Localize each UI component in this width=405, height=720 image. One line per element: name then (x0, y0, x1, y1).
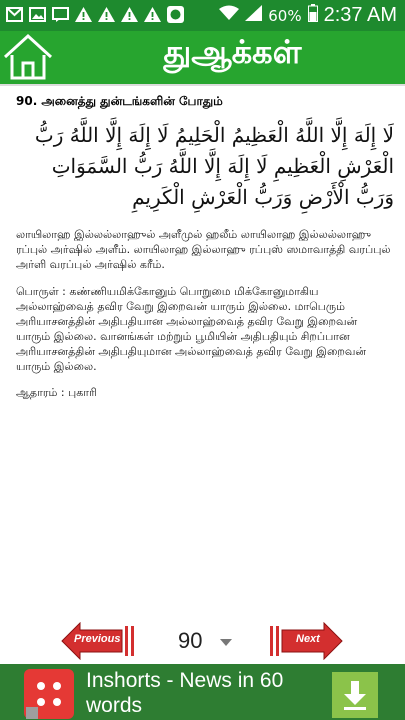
source-text: ஆதாரம் : புகாரி (16, 386, 97, 399)
battery-icon (308, 4, 318, 27)
sms-icon (52, 6, 69, 23)
arabic-text: لَا إِلَهَ إِلَّا اللَّهُ الْعَظِيمُ الْحَلِيمُ لَا إِلَهَ إِلَّا اللَّهُ رَبُّ الْعَرْشِ الْعَظِيمِ لَا إِلَهَ إِلَّا اللَّهُ رَبُّ السَّمَوَاتِ وَرَبُّ الْأَرْضِ وَرَبُّ الْعَرْشِ الْكَرِيمِ (34, 123, 394, 209)
notification-icons (6, 6, 184, 23)
previous-button[interactable] (60, 622, 138, 660)
home-icon (2, 33, 54, 81)
signal-icon (245, 5, 262, 26)
page-selector[interactable] (178, 626, 242, 656)
ad-download-button[interactable] (332, 672, 378, 718)
ad-text: Inshorts - News in 60 words (86, 669, 284, 717)
previous-label: Previous (74, 633, 121, 645)
page-number: 90 (178, 628, 203, 653)
ad-banner[interactable] (0, 664, 405, 720)
app-icon (167, 6, 184, 23)
mail-icon (6, 6, 23, 23)
system-status (219, 4, 397, 27)
home-button[interactable] (2, 33, 54, 81)
page-title: துஆக்கள் (163, 33, 302, 71)
next-label: Next (296, 633, 320, 645)
warning-icon (98, 6, 115, 23)
transliteration-text: லாயிலாஹ இல்லல்லாஹுல் அளீமுல் ஹலீம் லாயிலாஹ இல்லல்லாஹு ரப்புல் அர்ஷில் அளீம். லாயிலாஹ இல்லாஹு ரப்புஸ் ஸமாவாத்தி வரப்புல் அர்ளி வரப்புல் அர்ஷில் கரீம். (16, 228, 391, 271)
pager (0, 620, 405, 664)
status-bar (0, 0, 405, 31)
wifi-icon (219, 5, 239, 26)
dropdown-arrow-icon (220, 632, 232, 651)
clock: 2:37 AM (323, 4, 397, 26)
next-button[interactable] (266, 622, 344, 660)
battery-percent: 60% (268, 6, 302, 25)
warning-icon (144, 6, 161, 23)
warning-icon (75, 6, 92, 23)
dua-heading: 90. அனைத்து துன்டங்களின் போதும் (16, 94, 223, 108)
download-icon (332, 672, 378, 718)
meaning-text: பொருள் : கண்ணியமிக்கோனும் பொறுமை மிக்கோனுமாகிய அல்லாஹ்வைத் தவிர வேறு இறைவன் யாரும் இல்லை. மாபெரும் அரியாசனத்தின் அதிபதியான அல்லாஹ்வைத் தவிர வேறு இறைவன் யாரும் இல்லை. வானங்கள் மற்றும் பூமியின் அதிபதியும் சிறப்பான அரியாசனத்தின் அதிபதியுமான அல்லாஹ்வைத் தவிர வேறு இறைவன் யாரும் இல்லை. (16, 285, 367, 373)
ad-close-icon[interactable] (26, 707, 38, 719)
app-bar (0, 31, 405, 86)
warning-icon (121, 6, 138, 23)
dua-content (16, 94, 394, 401)
image-icon (29, 6, 46, 23)
